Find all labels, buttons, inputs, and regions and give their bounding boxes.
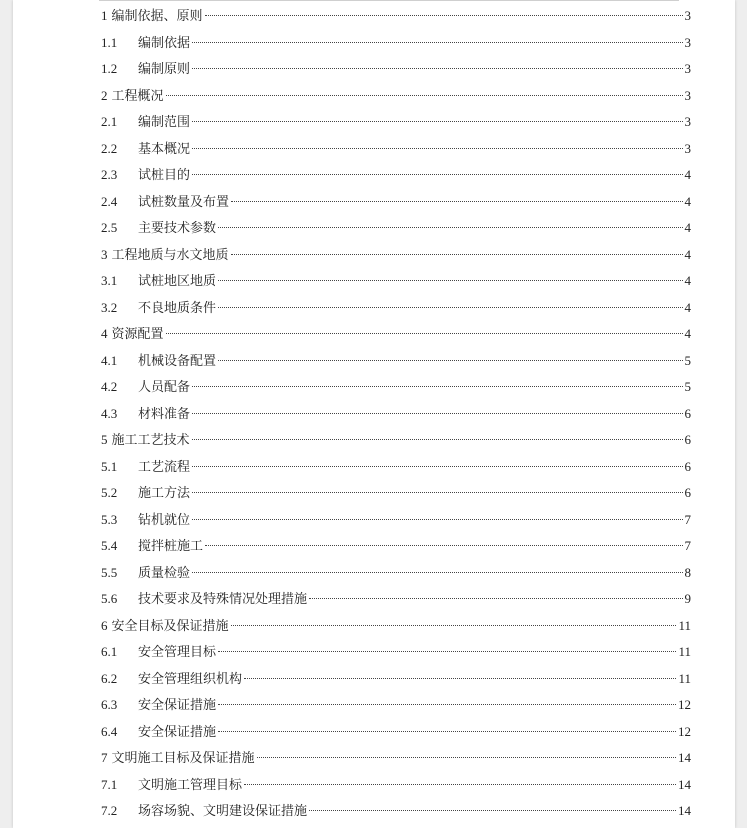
toc-dot-leader (192, 386, 682, 387)
toc-entry-number: 4.3 (101, 405, 118, 421)
toc-entry-title: 基本概况 (138, 141, 191, 157)
toc-entry[interactable] (101, 427, 691, 454)
toc-entry-page-number: 14 (678, 750, 691, 765)
toc-dot-leader (218, 280, 682, 281)
toc-entry-page-number: 5 (684, 352, 691, 368)
toc-entry-title: 安全保证措施 (138, 724, 217, 740)
toc-dot-leader (192, 466, 682, 467)
toc-dot-leader (192, 121, 682, 122)
toc-dot-leader (218, 651, 676, 652)
toc-entry-number: 6.4 (101, 723, 118, 739)
toc-entry-page-number: 4 (684, 246, 691, 262)
toc-entry[interactable] (101, 321, 691, 348)
toc-entry[interactable] (101, 454, 691, 481)
toc-entry-title: 不良地质条件 (138, 300, 217, 316)
toc-entry-title: 试桩目的 (138, 168, 191, 183)
toc-entry-number: 3 (101, 246, 108, 262)
toc-entry-number: 5.4 (101, 538, 118, 553)
toc-dot-leader (218, 227, 682, 228)
toc-entry-title: 质量检验 (138, 565, 191, 581)
toc-entry-page-number: 11 (678, 644, 691, 659)
toc-entry-number: 1.2 (101, 61, 118, 76)
toc-entry[interactable] (101, 560, 691, 587)
toc-dot-leader (218, 307, 682, 308)
toc-entry-number: 5.2 (101, 485, 118, 500)
toc-entry-page-number: 12 (678, 697, 691, 712)
toc-entry-title: 主要技术参数 (138, 221, 217, 236)
toc-entry-page-number: 6 (684, 458, 691, 474)
toc-entry-number: 5.3 (101, 511, 118, 527)
document-page (13, 0, 735, 828)
toc-entry-number: 5.1 (101, 458, 118, 474)
toc-entry[interactable] (101, 162, 691, 189)
toc-entry-number: 5.6 (101, 591, 118, 606)
toc-entry-number: 4 (101, 326, 108, 341)
toc-dot-leader (231, 254, 683, 255)
toc-entry-page-number: 6 (684, 405, 691, 421)
table-of-contents (101, 3, 691, 825)
toc-dot-leader (309, 810, 676, 811)
toc-entry-title: 编制依据 (138, 35, 191, 51)
toc-entry-number: 6.2 (101, 670, 118, 686)
toc-dot-leader (192, 439, 683, 440)
toc-entry-title: 机械设备配置 (138, 353, 217, 369)
toc-entry-title: 编制范围 (138, 115, 191, 130)
toc-entry[interactable] (101, 772, 691, 799)
toc-entry[interactable] (101, 215, 691, 242)
toc-entry[interactable] (101, 83, 691, 110)
toc-entry-title: 编制原则 (138, 62, 191, 77)
toc-entry[interactable] (101, 507, 691, 534)
toc-entry[interactable] (101, 480, 691, 507)
toc-entry-page-number: 6 (684, 432, 691, 447)
toc-dot-leader (218, 731, 676, 732)
toc-entry-title: 资源配置 (111, 327, 164, 342)
toc-entry[interactable] (101, 189, 691, 216)
toc-entry[interactable] (101, 109, 691, 136)
toc-entry[interactable] (101, 374, 691, 401)
toc-entry-number: 2 (101, 87, 108, 103)
toc-entry-page-number: 14 (678, 803, 691, 818)
toc-entry-number: 2.5 (101, 220, 118, 235)
toc-entry-page-number: 4 (684, 193, 691, 209)
toc-entry[interactable] (101, 3, 691, 30)
toc-entry-title: 安全管理组织机构 (138, 671, 243, 687)
toc-entry[interactable] (101, 719, 691, 746)
toc-entry-page-number: 3 (684, 61, 691, 76)
toc-entry-page-number: 7 (684, 538, 691, 553)
toc-dot-leader (257, 757, 676, 758)
toc-entry-page-number: 4 (684, 326, 691, 341)
toc-entry-page-number: 14 (678, 776, 691, 792)
toc-entry-title: 安全目标及保证措施 (111, 618, 229, 634)
toc-entry-number: 6.1 (101, 644, 118, 659)
toc-entry-title: 文明施工管理目标 (138, 777, 243, 793)
toc-entry-title: 文明施工目标及保证措施 (111, 751, 255, 766)
toc-entry-number: 4.2 (101, 379, 118, 394)
toc-entry-title: 施工方法 (138, 486, 191, 501)
toc-entry-page-number: 6 (684, 485, 691, 500)
toc-entry-page-number: 4 (684, 299, 691, 315)
toc-entry-title: 材料准备 (138, 406, 191, 422)
toc-dot-leader (192, 68, 682, 69)
toc-dot-leader (192, 42, 682, 43)
toc-entry-page-number: 5 (684, 379, 691, 394)
toc-dot-leader (244, 784, 676, 785)
toc-entry-number: 7 (101, 750, 108, 765)
toc-dot-leader (166, 333, 683, 334)
toc-dot-leader (192, 174, 682, 175)
toc-entry-title: 搅拌桩施工 (138, 539, 204, 554)
toc-entry-page-number: 3 (684, 114, 691, 129)
toc-entry-number: 1.1 (101, 34, 118, 50)
toc-entry-page-number: 4 (684, 273, 691, 288)
toc-entry-number: 7.2 (101, 803, 118, 818)
toc-dot-leader (192, 148, 682, 149)
toc-entry[interactable] (101, 798, 691, 825)
toc-entry[interactable] (101, 639, 691, 666)
toc-entry[interactable] (101, 745, 691, 772)
toc-entry-page-number: 3 (684, 34, 691, 50)
toc-entry-title: 工程概况 (111, 88, 164, 104)
toc-entry-title: 工艺流程 (138, 459, 191, 475)
toc-entry-title: 场容场貌、文明建设保证措施 (138, 804, 308, 819)
toc-entry-number: 2.1 (101, 114, 118, 129)
toc-entry-page-number: 3 (684, 8, 691, 23)
toc-entry-title: 施工工艺技术 (111, 433, 190, 448)
toc-entry-page-number: 3 (684, 140, 691, 156)
toc-entry-title: 安全管理目标 (138, 645, 217, 660)
toc-entry-number: 7.1 (101, 776, 118, 792)
toc-entry-number: 5 (101, 432, 108, 447)
toc-entry[interactable] (101, 613, 691, 640)
toc-entry-number: 1 (101, 8, 108, 23)
toc-entry-page-number: 8 (684, 564, 691, 580)
toc-entry-title: 试桩地区地质 (138, 274, 217, 289)
toc-entry-page-number: 9 (684, 591, 691, 606)
toc-entry[interactable] (101, 348, 691, 375)
toc-entry-number: 4.1 (101, 352, 118, 368)
toc-entry-number: 5.5 (101, 564, 118, 580)
toc-dot-leader (231, 625, 677, 626)
toc-entry-page-number: 3 (684, 87, 691, 103)
toc-entry[interactable] (101, 533, 691, 560)
top-rule (99, 0, 679, 1)
toc-entry-page-number: 4 (684, 167, 691, 182)
toc-entry-page-number: 11 (678, 617, 691, 633)
toc-entry-title: 编制依据、原则 (111, 9, 203, 24)
toc-entry[interactable] (101, 136, 691, 163)
toc-entry-number: 2.3 (101, 167, 118, 182)
toc-entry-page-number: 4 (684, 220, 691, 235)
toc-entry[interactable] (101, 242, 691, 269)
toc-entry[interactable] (101, 692, 691, 719)
toc-entry-title: 工程地质与水文地质 (111, 247, 229, 263)
toc-dot-leader (205, 545, 682, 546)
toc-entry[interactable] (101, 586, 691, 613)
toc-dot-leader (244, 678, 676, 679)
toc-entry-title: 试桩数量及布置 (138, 194, 230, 210)
toc-dot-leader (218, 704, 676, 705)
toc-entry-page-number: 7 (684, 511, 691, 527)
toc-dot-leader (192, 519, 682, 520)
toc-entry-title: 人员配备 (138, 380, 191, 395)
toc-dot-leader (218, 360, 682, 361)
toc-dot-leader (309, 598, 682, 599)
toc-entry-number: 2.2 (101, 140, 118, 156)
toc-dot-leader (166, 95, 683, 96)
toc-entry[interactable] (101, 295, 691, 322)
toc-entry[interactable] (101, 30, 691, 57)
toc-entry[interactable] (101, 268, 691, 295)
toc-entry-page-number: 11 (678, 670, 691, 686)
toc-dot-leader (192, 413, 682, 414)
toc-dot-leader (231, 201, 682, 202)
toc-entry-number: 6.3 (101, 697, 118, 712)
toc-entry-title: 技术要求及特殊情况处理措施 (138, 592, 308, 607)
toc-dot-leader (205, 15, 683, 16)
toc-entry[interactable] (101, 401, 691, 428)
toc-entry[interactable] (101, 666, 691, 693)
toc-entry-number: 2.4 (101, 193, 118, 209)
toc-dot-leader (192, 572, 682, 573)
toc-entry-number: 3.2 (101, 299, 118, 315)
toc-entry-number: 6 (101, 617, 108, 633)
toc-dot-leader (192, 492, 682, 493)
toc-entry-number: 3.1 (101, 273, 118, 288)
toc-entry-title: 安全保证措施 (138, 698, 217, 713)
toc-entry[interactable] (101, 56, 691, 83)
toc-entry-title: 钻机就位 (138, 512, 191, 528)
toc-entry-page-number: 12 (678, 723, 691, 739)
